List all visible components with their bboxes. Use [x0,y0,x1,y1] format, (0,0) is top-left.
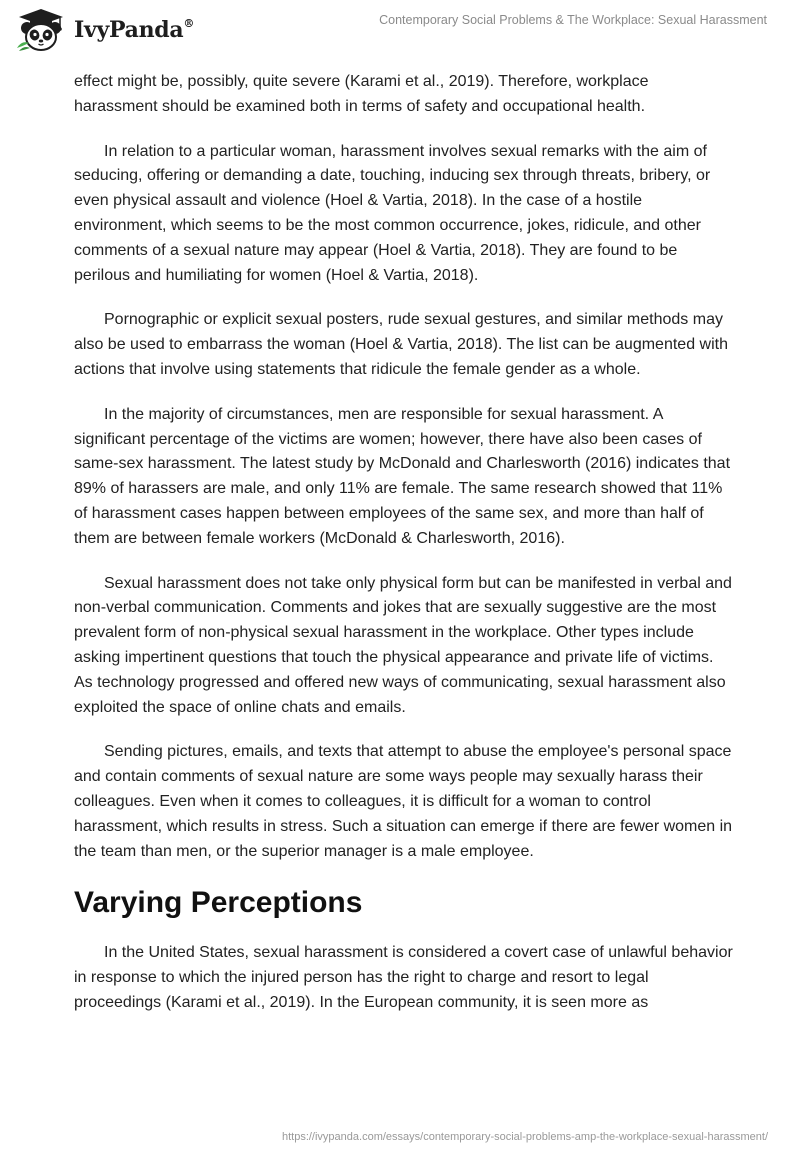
paragraph: Sending pictures, emails, and texts that attempt to abuse the employee's personal space and contain comments of sexual nature are some ways people may sexually harass their colleagues. Even when it comes to colleagues, it is difficult for a woman to control harassment, which results in stress. Such a situation can emerge if there are fewer women in the team than men, or the superior manager is a male employee. [74,743,733,860]
paragraph: In relation to a particular woman, harassment involves sexual remarks with the aim of seducing, offering or demanding a date, touching, inducing sex through threats, bribery, or even physical assault and violence (Hoel & Vartia, 2018). In the case of a hostile environment, which seems to be the most common occurrence, jokes, ridicule, and other comments of a sexual nature may appear (Hoel & Vartia, 2018). They are found to be perilous and humiliating for women (Hoel & Vartia, 2018). [74,142,711,284]
section-heading: Varying Perceptions [74,886,363,920]
brand-name: IvyPanda® [74,16,195,43]
paragraph: In the United States, sexual harassment is considered a covert case of unlawful behavior in response to which the injured person has the right to charge and resort to legal proceedings (Karami et al., 2019). In the European community, it is seen more as [74,944,733,1011]
panda-mascot-icon [14,8,68,52]
registered-mark: ® [183,16,195,30]
page-header [0,0,800,70]
paragraph: Pornographic or explicit sexual posters, rude sexual gestures, and similar methods may also be used to embarrass the woman (Hoel & Vartia, 2018). The list can be augmented with actions that involve using statements that ridicule the female gender as a whole. [74,311,728,378]
paragraph-continuation: effect might be, possibly, quite severe (Karami et al., 2019). Therefore, workplace harassment should be examined both in terms of safety and occupational health. [74,73,649,115]
document-title: Contemporary Social Problems & The Workplace: Sexual Harassment [379,13,767,27]
paragraph: In the majority of circumstances, men are responsible for sexual harassment. A significant percentage of the victims are women; however, there have also been cases of same-sex harassment. The latest study by McDonald and Charlesworth (2016) indicates that 89% of harassers are male, and only 11% are female. The same research showed that 11% of harassment cases happen between employees of the same sex, and more than half of them are between female workers (McDonald & Charlesworth, 2016). [74,405,731,547]
essay-content [74,70,734,1036]
paragraph: Sexual harassment does not take only physical form but can be manifested in verbal and non-verbal communication. Comments and jokes that are sexually suggestive are the most prevalent form of non-physical sexual harassment in the workplace. Other types include asking impertinent questions that touch the physical appearance and private life of victims. As technology progressed and offered new ways of communicating, sexual harassment also exploited the space of online chats and emails. [74,574,732,716]
ivypanda-logo[interactable] [14,8,194,52]
source-url[interactable]: https://ivypanda.com/essays/contemporary-social-problems-amp-the-workplace-sexual-harassment/ [281,1131,768,1143]
